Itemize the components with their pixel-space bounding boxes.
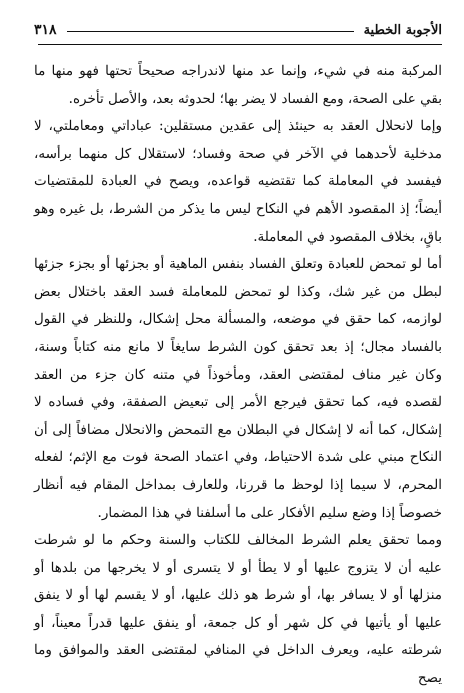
paragraph: ومما تحقق يعلم الشرط المخالف للكتاب والسنة وحكم ما لو شرطت عليه أن لا يتزوج عليها أو لا يطأ أو لا يتسرى أو لا يخرجها من بلدها أو منزلها أو لا يسافر بها، أو شرط هو ذلك عليها، أو لا يقسم لها أو لا ينفق عليها أو يأتيها في كل شهر أو كل جمعة، أو ينفق عليها قدراً معيناً، أو شرطته عليه، ويعرف الداخل في المنافي لمقتضى العقد والموافق وما يصح xyxy=(34,532,442,687)
paragraph: المركبة منه في شيء، وإنما عد منها لاندراجه صحيحاً تحتها فهو منها ما بقي على الصحة، ومع الفساد لا يضر بها؛ لحدوثه بعد، والأصل تأخره. xyxy=(34,63,442,107)
running-title: الأجوبة الخطية xyxy=(363,22,442,38)
page-number: ٣١٨ xyxy=(34,22,57,38)
page-body xyxy=(34,58,442,687)
header-divider xyxy=(38,44,442,45)
paragraph: أما لو تمحض للعبادة وتعلق الفساد بنفس الماهية أو بجزئها أو بجزء جزئها لبطل من غير شك، وكذا لو تمحض للمعاملة فسد العقد باختلال بعض لوازمه، كما حقق في موضعه، والمسألة محل إشكال، وللنظر في القول بالفساد مجال؛ إذ بعد تحقق كون الشرط سايغاً لا مانع منه كتاباً وسنة، وكان غير مناف لمقتضى العقد، ومأخوذاً في متنه كان جزء من العقد لقصده فيه، كما تحقق فيرجع الأمر إلى تبعيض الصفقة، وفي فساده لا إشكال، كما أنه لا إشكال في البطلان مع التمحض والانحلال مضافاً إلى أن النكاح مبني على شدة الاحتياط، وفي اعتماد الصحة فوت مع الإثم؛ لفعله المحرم، لا سيما إذا لوحظ ما قررنا، وللعارف بمداخل المقام فيه أنظار خصوصاً إذا وضع سليم الأفكار على ما أسلفنا في هذا المضمار. xyxy=(34,256,442,521)
header-rule xyxy=(67,31,354,32)
page-header xyxy=(34,18,442,42)
paragraph: وإما لانحلال العقد به حينئذ إلى عقدين مستقلين: عباداتي ومعاملتي، لا مدخلية لأحدهما في الآخر في صحة وفساد؛ لاستقلال كل منهما برأسه، فيفسد في المعاملة كما تقتضيه قواعده، ويصح في العبادة للمقتضيات أيضاً؛ إذ المقصود الأهم في النكاح ليس ما يذكر من الشرط، بل غيره وهو باقٍ، بخلاف المقصود في المعاملة. xyxy=(34,118,442,245)
